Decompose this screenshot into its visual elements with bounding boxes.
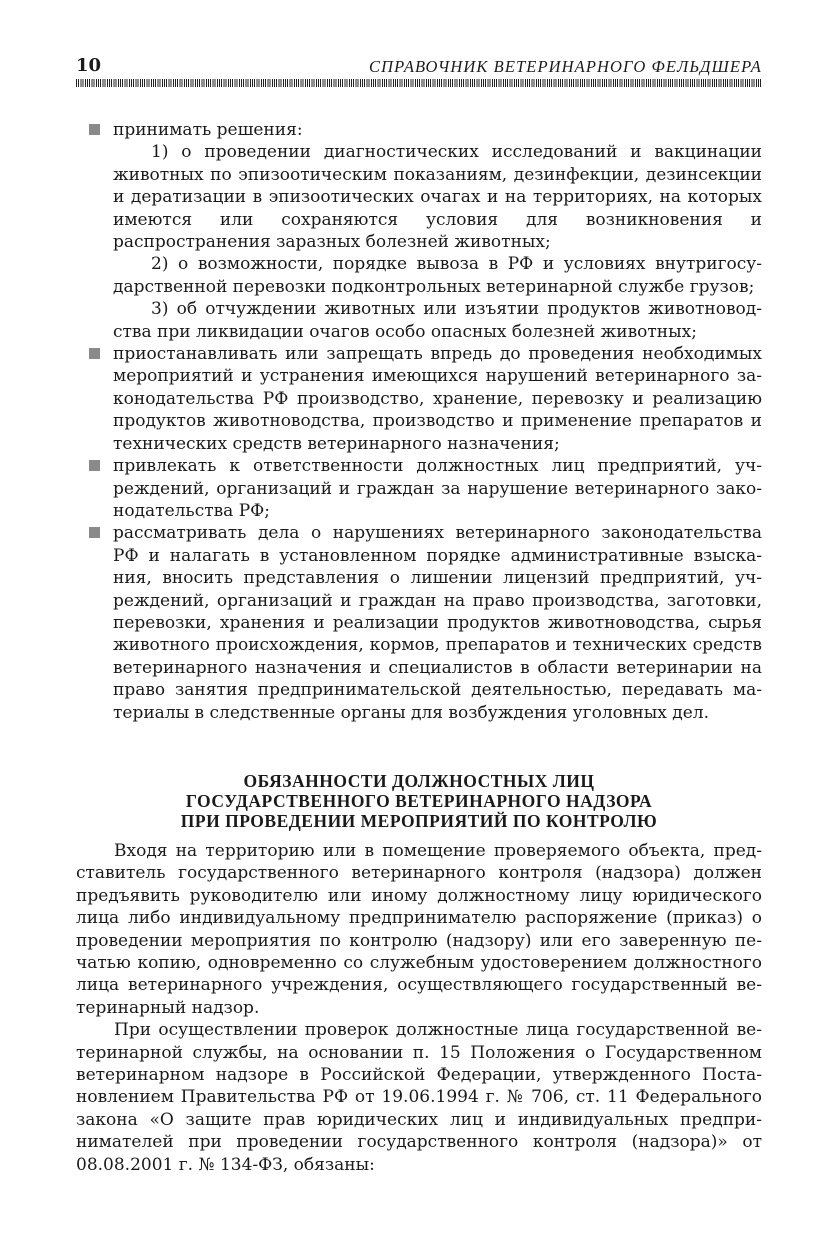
section-heading [76,771,762,831]
header-rule [76,79,762,87]
bullet-text: рассматривать дела о нарушениях ветеринарного законодательства РФ и налагать в установленном порядке административные взыскания, вносить представления о лишении лицензий предприятий, учреждений, организаций и граждан на право производства, заготовки, перевозки, хранения и реализации продуктов животноводства, сырья животного происхождения, кормов, препаратов и технических средств ветеринарного назначения и специалистов в области ветеринарии на право занятия предпринимательской деятельностью, передавать материалы в следственные органы для возбуждения уголовных дел. [113,523,762,723]
body-paragraph: Входя на территорию или в помещение проверяемого объекта, представитель государственного ветеринарного контроля (надзора) должен предъявить руководителю или иному должностному лицу юридического лица либо индивидуальному предпринимателю распоряжение (приказ) о проведении мероприятия по контролю (надзору) или его заверенную печатью копию, одновременно со служебным удостоверением должностного лица ветеринарного учреждения, осуществляющего государственный ветеринарный надзор. [76,840,762,1018]
heading-line: ПРИ ПРОВЕДЕНИИ МЕРОПРИЯТИЙ ПО КОНТРОЛЮ [180,810,658,831]
heading-line: ОБЯЗАННОСТИ ДОЛЖНОСТНЫХ ЛИЦ [243,770,595,791]
bullet-item [76,522,762,724]
page-body [76,119,762,1176]
bullet-text: принимать решения: [113,120,303,140]
sub-item: 3) об отчуждении животных или изъятии продуктов животноводства при ликвидации очагов особо опасных болезней животных; [113,299,762,342]
sub-item: 2) о возможности, порядке вывоза в РФ и условиях внутригосударственной перевозки подконтрольных ветеринарной службе грузов; [113,254,762,297]
square-bullet-icon [89,527,100,538]
bullet-item [76,343,762,455]
heading-line: ГОСУДАРСТВЕННОГО ВЕТЕРИНАРНОГО НАДЗОРА [185,790,653,811]
bullet-text: приостанавливать или запрещать впредь до проведения необходимых мероприятий и устранения имеющихся нарушений ветеринарного законодательства РФ производство, хранение, перевозку и реализацию продуктов животноводства, производство и применение препаратов и технических средств ветеринарного назначения; [113,344,762,454]
square-bullet-icon [89,124,100,135]
running-title: СПРАВОЧНИК ВЕТЕРИНАРНОГО ФЕЛЬДШЕРА [369,57,762,76]
page-header [76,54,762,78]
square-bullet-icon [89,460,100,471]
body-paragraph: При осуществлении проверок должностные лица государственной ветеринарной службы, на основании п. 15 Положения о Государственном ветеринарном надзоре в Российской Федерации, утвержденного Постановлением Правительства РФ от 19.06.1994 г. № 706, ст. 11 Федерального закона «О защите прав юридических лиц и индивидуальных предпринимателей при проведении государственного контроля (надзора)» от 08.08.2001 г. № 134-ФЗ, обязаны: [76,1020,762,1175]
bullet-item [76,119,762,141]
square-bullet-icon [89,348,100,359]
sub-item: 1) о проведении диагностических исследований и вакцинации животных по эпизоотическим показаниям, дезинфекции, дезинсекции и дератизации в эпизоотических очагах и на территориях, на которых имеются или сохраняются условия для возникновения и распространения заразных болезней животных; [113,142,762,253]
bullet-item [76,455,762,522]
page-number: 10 [76,55,102,76]
bullet-text: привлекать к ответственности должностных лиц предприятий, учреждений, организаций и граждан за нарушение ветеринарного законодательства РФ; [113,456,762,521]
